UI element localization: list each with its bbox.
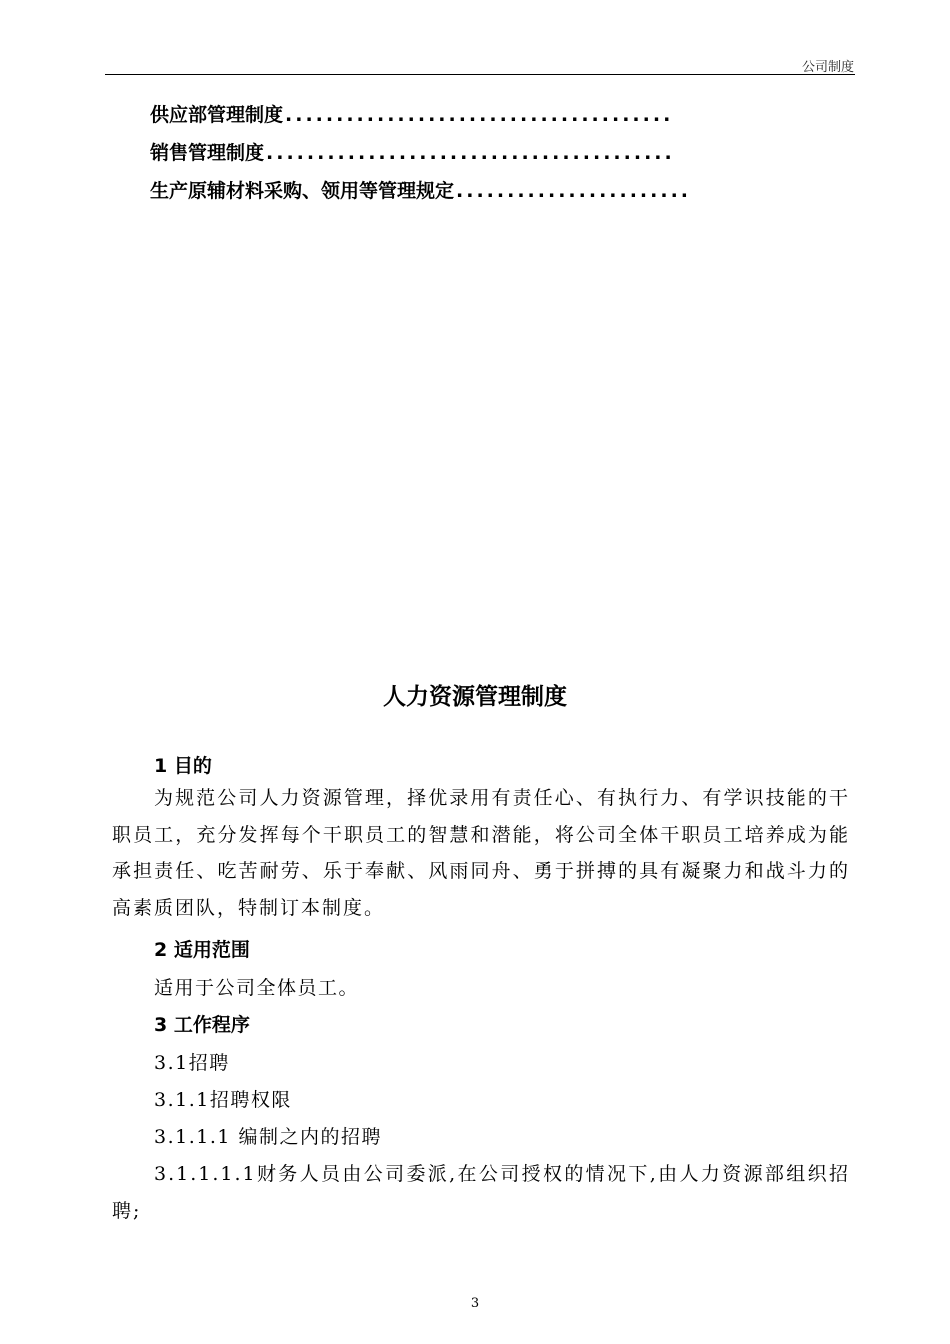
toc-item-label: 生产原辅材料采购、领用等管理规定 <box>150 180 455 202</box>
table-of-contents <box>150 100 806 214</box>
header-divider <box>105 74 855 75</box>
document-body <box>112 752 850 1229</box>
document-title: 人力资源管理制度 <box>383 684 567 710</box>
toc-item[interactable] <box>150 176 806 214</box>
toc-item[interactable] <box>150 138 806 176</box>
page-number: 3 <box>470 1296 480 1311</box>
scope-text: 适用于公司全体员工。 <box>154 977 360 999</box>
clause-3-1-1-1-1: 3.1.1.1.1财务人员由公司委派,在公司授权的情况下,由人力资源部组织招聘; <box>112 1163 850 1222</box>
clause-3-1: 3.1招聘 <box>154 1052 230 1074</box>
toc-leader-dots: ........................................ <box>266 142 675 164</box>
clause-3-1-1: 3.1.1招聘权限 <box>154 1089 292 1111</box>
toc-leader-dots: ....................... <box>456 180 692 202</box>
section-heading-procedure: 3 工作程序 <box>154 1014 250 1036</box>
toc-item-label: 供应部管理制度 <box>150 104 284 126</box>
header-title: 公司制度 <box>801 60 854 75</box>
section-heading-scope: 2 适用范围 <box>154 939 250 961</box>
clause-3-1-1-1: 3.1.1.1 编制之内的招聘 <box>154 1126 383 1148</box>
toc-leader-dots: ...................................... <box>285 104 674 126</box>
purpose-paragraph: 为规范公司人力资源管理，择优录用有责任心、有执行力、有学识技能的干职员工，充分发挥每个干职员工的智慧和潜能，将公司全体干职员工培养成为能承担责任、吃苦耐劳、乐于奉献、风雨同舟、勇于拼搏的具有凝聚力和战斗力的高素质团队，特制订本制度。 <box>112 787 850 919</box>
toc-item-label: 销售管理制度 <box>150 142 265 164</box>
section-heading-purpose: 1 目的 <box>154 755 212 777</box>
toc-item[interactable] <box>150 100 806 138</box>
